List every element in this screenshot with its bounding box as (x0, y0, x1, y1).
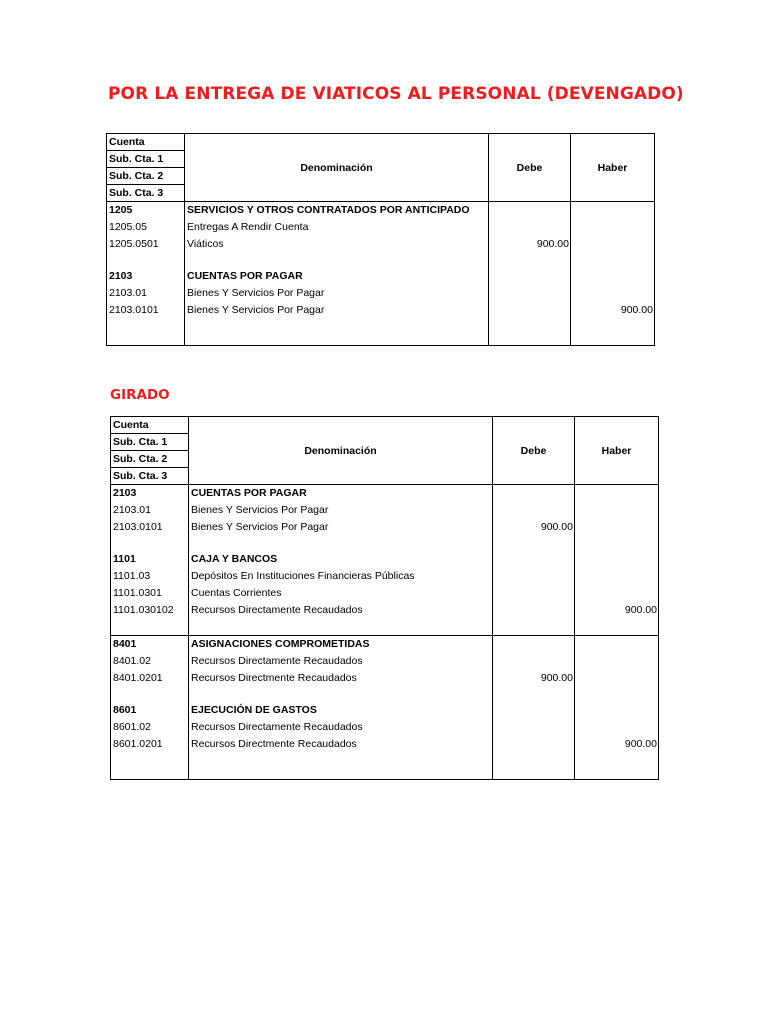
account-code: 8601.0201 (113, 738, 163, 750)
account-code: 2103.01 (109, 287, 147, 299)
haber-amount (575, 702, 658, 719)
debe-amount (489, 268, 570, 285)
cuenta-column (107, 202, 185, 346)
haber-amount (571, 202, 654, 219)
header-denominacion: Denominación (185, 134, 489, 202)
haber-amount (575, 719, 658, 736)
account-description: Cuentas Corrientes (191, 587, 282, 599)
header-debe: Debe (489, 134, 571, 202)
devengado-title: POR LA ENTREGA DE VIATICOS AL PERSONAL (DEVENGADO) (108, 84, 684, 104)
account-code: 1205 (109, 204, 133, 216)
account-description: Bienes Y Servicios Por Pagar (187, 287, 325, 299)
haber-amount: 900.00 (624, 604, 657, 616)
header-sub-cta-1: Sub. Cta. 1 (107, 151, 185, 168)
header-haber: Haber (575, 417, 659, 485)
debe-amount (489, 302, 570, 319)
header-denominacion: Denominación (189, 417, 493, 485)
account-description: ASIGNACIONES COMPROMETIDAS (191, 638, 370, 650)
haber-amount (571, 236, 654, 253)
account-code: 8401 (113, 638, 137, 650)
debe-amount (493, 702, 574, 719)
debe-amount (489, 219, 570, 236)
account-code: 8401.02 (113, 655, 151, 667)
header-sub-cta-2: Sub. Cta. 2 (107, 168, 185, 185)
debe-amount (493, 736, 574, 753)
debe-column (489, 202, 571, 346)
debe-column (493, 485, 575, 636)
account-code: 1205.0501 (109, 238, 159, 250)
account-description: Recursos Directmente Recaudados (191, 672, 357, 684)
account-code: 1101.030102 (113, 604, 174, 616)
devengado-journal-table (106, 133, 655, 346)
haber-amount (571, 219, 654, 236)
header-debe: Debe (493, 417, 575, 485)
debe-amount (493, 502, 574, 519)
header-cuenta: Cuenta (111, 417, 189, 434)
debe-column (493, 636, 575, 780)
cuenta-column (111, 636, 189, 780)
account-description: CUENTAS POR PAGAR (191, 487, 307, 499)
account-code: 8601.02 (113, 721, 151, 733)
account-description: Viáticos (187, 238, 224, 250)
debe-amount (493, 636, 574, 653)
cuenta-column (111, 485, 189, 636)
haber-amount (575, 551, 658, 568)
debe-amount (493, 653, 574, 670)
girado-journal-table (110, 416, 659, 780)
debe-amount (489, 285, 570, 302)
debe-amount (493, 602, 574, 619)
header-sub-cta-1: Sub. Cta. 1 (111, 434, 189, 451)
account-description: CUENTAS POR PAGAR (187, 270, 303, 282)
debe-amount (489, 202, 570, 219)
haber-amount (575, 502, 658, 519)
denominacion-column (185, 202, 489, 346)
account-description: Recursos Directamente Recaudados (191, 721, 363, 733)
header-cuenta: Cuenta (107, 134, 185, 151)
girado-title: GIRADO (110, 387, 170, 403)
haber-amount (575, 485, 658, 502)
haber-amount (575, 653, 658, 670)
haber-amount (571, 268, 654, 285)
haber-amount (575, 670, 658, 687)
account-description: Recursos Directamente Recaudados (191, 604, 363, 616)
haber-amount: 900.00 (620, 304, 653, 316)
account-description: Recursos Directmente Recaudados (191, 738, 357, 750)
haber-amount: 900.00 (624, 738, 657, 750)
haber-amount (575, 585, 658, 602)
debe-amount: 900.00 (536, 238, 569, 250)
haber-column (575, 636, 659, 780)
account-description: Bienes Y Servicios Por Pagar (187, 304, 325, 316)
account-code: 1101.0301 (113, 587, 162, 599)
haber-column (571, 202, 655, 346)
account-code: 2103.0101 (113, 521, 163, 533)
denominacion-column (189, 636, 493, 780)
debe-amount (493, 585, 574, 602)
account-code: 8601 (113, 704, 137, 716)
header-sub-cta-3: Sub. Cta. 3 (107, 185, 185, 202)
account-code: 2103.0101 (109, 304, 159, 316)
haber-amount (571, 285, 654, 302)
haber-column (575, 485, 659, 636)
account-code: 2103.01 (113, 504, 151, 516)
debe-amount (493, 719, 574, 736)
debe-amount (493, 485, 574, 502)
haber-amount (575, 636, 658, 653)
account-code: 1205.05 (109, 221, 147, 233)
denominacion-column (189, 485, 493, 636)
header-sub-cta-3: Sub. Cta. 3 (111, 468, 189, 485)
debe-amount (493, 568, 574, 585)
account-code: 2103 (109, 270, 133, 282)
account-code: 1101 (113, 553, 136, 565)
haber-amount (575, 568, 658, 585)
account-description: Bienes Y Servicios Por Pagar (191, 521, 329, 533)
header-haber: Haber (571, 134, 655, 202)
account-code: 2103 (113, 487, 137, 499)
account-description: Depósitos En Instituciones Financieras Públicas (191, 570, 415, 582)
debe-amount: 900.00 (540, 521, 573, 533)
account-description: Recursos Directamente Recaudados (191, 655, 363, 667)
account-description: SERVICIOS Y OTROS CONTRATADOS POR ANTICIPADO (187, 204, 470, 216)
haber-amount (575, 519, 658, 536)
account-code: 1101.03 (113, 570, 151, 582)
account-description: CAJA Y BANCOS (191, 553, 278, 565)
account-description: Entregas A Rendir Cuenta (187, 221, 309, 233)
header-sub-cta-2: Sub. Cta. 2 (111, 451, 189, 468)
account-description: EJECUCIÓN DE GASTOS (191, 704, 317, 716)
debe-amount: 900.00 (540, 672, 573, 684)
account-description: Bienes Y Servicios Por Pagar (191, 504, 329, 516)
account-code: 8401.0201 (113, 672, 163, 684)
debe-amount (493, 551, 574, 568)
